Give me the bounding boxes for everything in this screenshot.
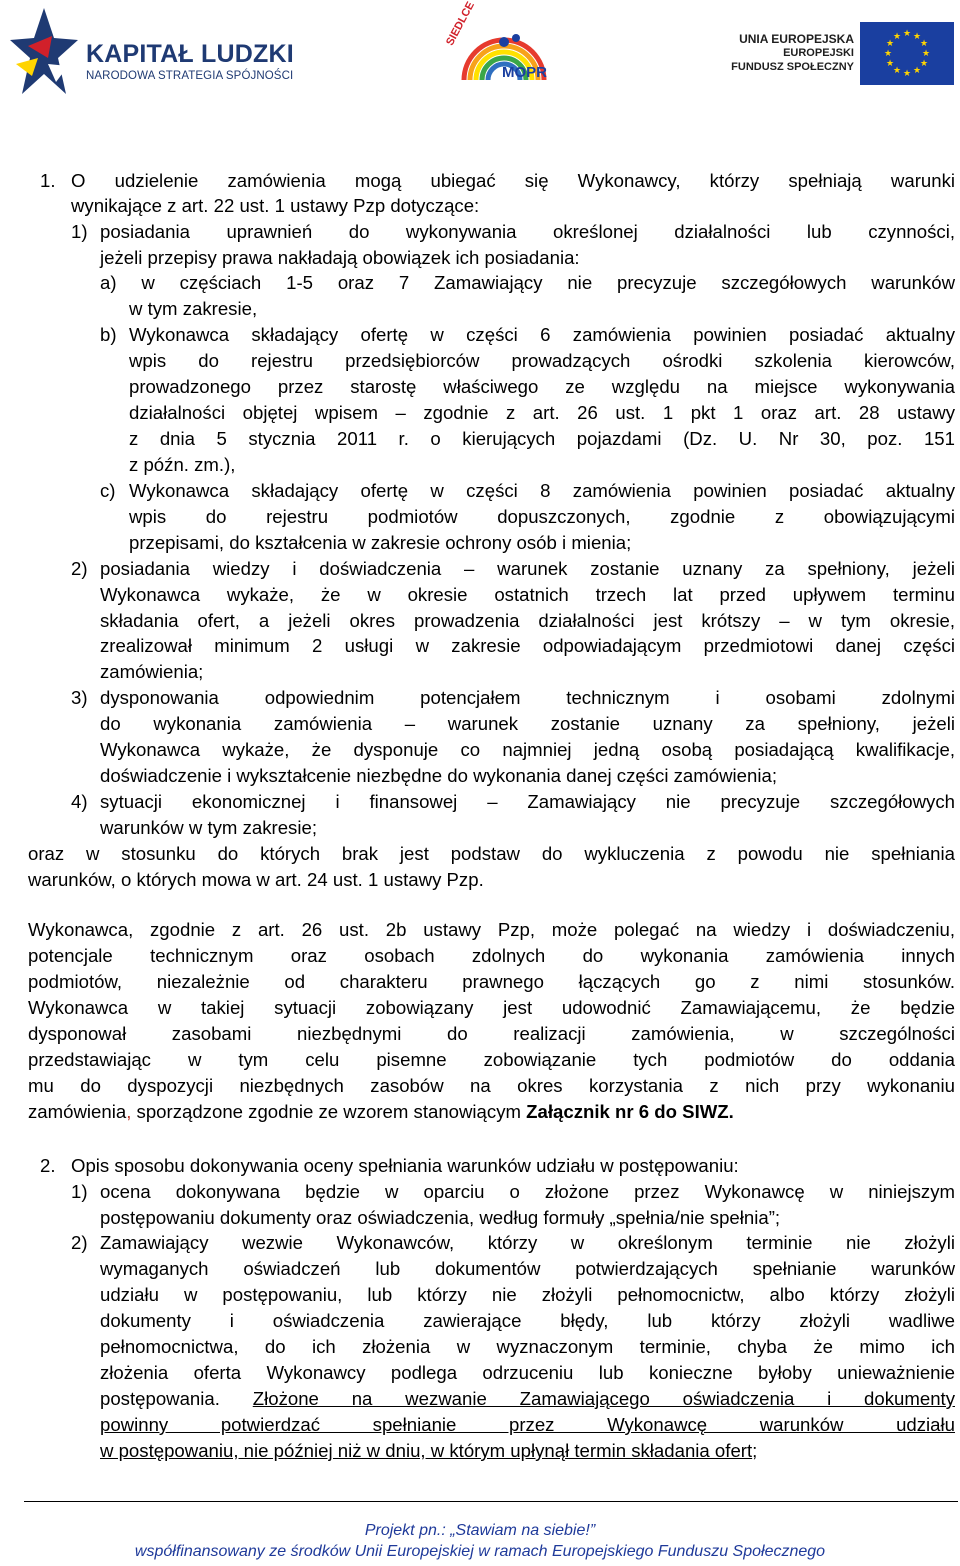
assessment-2-line: udziału w postępowaniu, lub którzy nie złożyli pełnomocnictw, albo którzy złożyli	[100, 1284, 955, 1305]
condition-2-line: Wykonawca wykaże, że w okresie ostatnich trzech lat przed upływem terminu	[100, 584, 955, 605]
mopr-label: MOPR	[502, 64, 547, 81]
eu-text-block	[731, 32, 854, 74]
svg-text:★: ★	[892, 66, 902, 76]
condition-2-line: zrealizował minimum 2 usługi w zakresie odpowiadającym przedmiotowi danej części	[100, 635, 955, 656]
svg-text:★: ★	[902, 69, 912, 79]
svg-text:★: ★	[902, 29, 912, 39]
siedlce-label: SIEDLCE	[444, 0, 477, 48]
condition-3-line: doświadczenie i wykształcenie niezbędne do wykonania danej części zamówienia;	[100, 765, 777, 786]
exclusion-line: oraz w stosunku do których brak jest podstaw do wykluczenia z powodu nie spełniania	[28, 843, 955, 864]
section-1-intro-line: O udzielenie zamówienia mogą ubiegać się Wykonawcy, którzy spełniają warunki	[71, 170, 955, 191]
condition-1b-line: wpis do rejestru przedsiębiorców prowadzących ośrodki szkolenia kierowców,	[129, 350, 955, 371]
assessment-1-line: ocena dokonywana będzie w oparciu o złożone przez Wykonawcę w niniejszym	[100, 1181, 955, 1202]
condition-1c-line: Wykonawca składający ofertę w części 8 zamówienia powinien posiadać aktualny	[129, 480, 955, 501]
svg-text:★: ★	[883, 49, 893, 59]
text-zamowienia: zamówienia	[28, 1101, 127, 1122]
condition-3-line: do wykonania zamówienia – warunek zostanie uznany za spełniony, jeżeli	[100, 713, 955, 734]
svg-text:★: ★	[892, 32, 902, 42]
resources-paragraph-line: podmiotów, niezależnie od charakteru prawnego łączących go z nimi stosunków.	[28, 971, 955, 992]
condition-1c-line: wpis do rejestru podmiotów dopuszczonych, zgodnie z obowiązującymi	[129, 506, 955, 527]
underlined-deadline: w postępowaniu, nie później niż w dniu, w którym upłynął termin składania ofert	[100, 1440, 753, 1461]
exclusion-line: warunków, o których mowa w art. 24 ust. 1 ustawy Pzp.	[28, 869, 484, 890]
svg-text:★: ★	[921, 49, 931, 59]
svg-text:★: ★	[919, 39, 929, 49]
resources-paragraph-line	[28, 1100, 734, 1124]
condition-3-number: 3)	[71, 687, 88, 708]
section-2-title: Opis sposobu dokonywania oceny spełniania warunków udziału w postępowaniu:	[71, 1155, 739, 1176]
text-sporzadzone: sporządzone zgodnie ze wzorem stanowiącym	[131, 1101, 527, 1122]
condition-1-number: 1)	[71, 221, 88, 242]
svg-text:★: ★	[919, 59, 929, 69]
condition-3-line: dysponowania odpowiednim potencjałem technicznym i osobami zdolnymi	[100, 687, 955, 708]
red-comma: ,	[126, 1101, 132, 1122]
condition-1a-line: w tym zakresie,	[129, 298, 258, 319]
assessment-2-line: złożenia oferta Wykonawcy podlega odrzuceniu lub konieczne byłoby unieważnienie	[100, 1362, 955, 1383]
condition-1b-line: z dnia 5 stycznia 2011 r. o kierujących pojazdami (Dz. U. Nr 30, poz. 151	[129, 428, 955, 449]
assessment-2-line: pełnomocnictwa, do ich złożenia w wyznaczonym terminie, chyba że mimo ich	[100, 1336, 955, 1357]
condition-4-line: sytuacji ekonomicznej i finansowej – Zamawiający nie precyzuje szczegółowych	[100, 791, 955, 812]
assessment-2-line	[100, 1387, 955, 1411]
semicolon: ;	[752, 1440, 758, 1461]
text-postepowania: postępowania.	[100, 1388, 253, 1409]
condition-1b-letter: b)	[100, 324, 117, 345]
condition-1b-line: z późn. zm.),	[129, 454, 236, 475]
assessment-1-line: postępowaniu dokumenty oraz oświadczenia, według formuły „spełnia/nie spełnia”;	[100, 1207, 781, 1228]
eu-flag-icon	[860, 22, 954, 85]
assessment-2-line: Zamawiający wezwie Wykonawców, którzy w określonym terminie nie złożyli	[100, 1232, 955, 1253]
condition-2-line: zamówienia;	[100, 661, 204, 682]
kapital-ludzki-title: KAPITAŁ LUDZKI	[86, 40, 294, 68]
condition-1-line: jeżeli przepisy prawa nakładają obowiązek ich posiadania:	[100, 247, 580, 268]
condition-2-line: składania ofert, a jeżeli okres prowadzenia działalności jest krótszy – w tym okresie,	[100, 610, 955, 631]
attachment-reference: Załącznik nr 6 do SIWZ.	[526, 1101, 734, 1122]
condition-1a-line: a) w częściach 1-5 oraz 7 Zamawiający nie precyzuje szczegółowych warunków	[100, 272, 955, 293]
condition-1-line: posiadania uprawnień do wykonywania określonej działalności lub czynności,	[100, 221, 955, 242]
resources-paragraph-line: przedstawiając w tym celu pisemne zobowiązanie tych podmiotów do oddania	[28, 1049, 955, 1070]
resources-paragraph-line: Wykonawca, zgodnie z art. 26 ust. 2b ustawy Pzp, może polegać na wiedzy i doświadczeniu,	[28, 919, 955, 940]
condition-2-line: posiadania wiedzy i doświadczenia – warunek zostanie uznany za spełniony, jeżeli	[100, 558, 955, 579]
resources-paragraph-line: potencjale technicznym oraz osobach zdolnych do wykonania zamówienia innych	[28, 945, 955, 966]
svg-text:★: ★	[912, 66, 922, 76]
assessment-2-line: wymaganych oświadczeń lub dokumentów potwierdzających spełnianie warunków	[100, 1258, 955, 1279]
svg-text:★: ★	[885, 59, 895, 69]
assessment-2-number: 2)	[71, 1232, 88, 1253]
assessment-2-line: dokumenty i oświadczenia zawierające błędy, lub którzy złożyli wadliwe	[100, 1310, 955, 1331]
svg-text:★: ★	[912, 32, 922, 42]
condition-1b-line: prowadzonego przez starostę właściwego ze względu na miejsce wykonywania	[129, 376, 955, 397]
footer-funding-note: współfinansowany ze środków Unii Europejskiej w ramach Europejskiego Funduszu Społecznego	[134, 1543, 826, 1560]
kapital-ludzki-logo	[8, 6, 294, 98]
condition-3-line: Wykonawca wykaże, że dysponuje co najmniej jedną osobą posiadającą kwalifikacje,	[100, 739, 955, 760]
resources-paragraph-line: mu do dyspozycji niezbędnych zasobów na okres korzystania z nich przy wykonaniu	[28, 1075, 955, 1096]
condition-1b-line: działalności objętej wpisem – zgodnie z art. 26 ust. 1 pkt 1 oraz art. 28 ustawy	[129, 402, 955, 423]
section-1-number: 1.	[40, 170, 56, 191]
condition-4-number: 4)	[71, 791, 88, 812]
footer-project-name: Projekt pn.: „Stawiam na siebie!”	[364, 1522, 596, 1539]
assessment-1-number: 1)	[71, 1181, 88, 1202]
eu-logo	[726, 22, 954, 86]
svg-text:★: ★	[885, 39, 895, 49]
underlined-requirement: Złożone na wezwanie Zamawiającego oświadczenia i dokumenty	[252, 1388, 955, 1409]
kapital-ludzki-subtitle: NARODOWA STRATEGIA SPÓJNOŚCI	[86, 70, 294, 82]
mopr-logo	[444, 0, 554, 84]
underlined-requirement-line: powinny potwierdzać spełnianie przez Wykonawcę warunków udziału	[100, 1414, 955, 1435]
underlined-requirement-line	[100, 1439, 757, 1463]
eu-line-3: FUNDUSZ SPOŁECZNY	[731, 61, 854, 73]
resources-paragraph-line: dysponował zasobami niezbędnymi do realizacji zamówienia, w szczególności	[28, 1023, 955, 1044]
section-1-intro-line: wynikające z art. 22 ust. 1 ustawy Pzp dotyczące:	[71, 195, 480, 216]
eu-line-2: EUROPEJSKI	[783, 47, 854, 59]
resources-paragraph-line: Wykonawca w takiej sytuacji zobowiązany jest udowodnić Zamawiającemu, że będzie	[28, 997, 955, 1018]
section-2-number: 2.	[40, 1155, 56, 1176]
condition-4-line: warunków w tym zakresie;	[100, 817, 317, 838]
condition-2-number: 2)	[71, 558, 88, 579]
footer-divider	[24, 1501, 958, 1502]
kapital-ludzki-star-icon	[8, 6, 80, 98]
condition-1c-line: przepisami, do kształcenia w zakresie ochrony osób i mienia;	[129, 532, 632, 553]
condition-1c-letter: c)	[100, 480, 116, 501]
condition-1b-line: Wykonawca składający ofertę w części 6 zamówienia powinien posiadać aktualny	[129, 324, 955, 345]
eu-line-1: UNIA EUROPEJSKA	[739, 32, 854, 46]
